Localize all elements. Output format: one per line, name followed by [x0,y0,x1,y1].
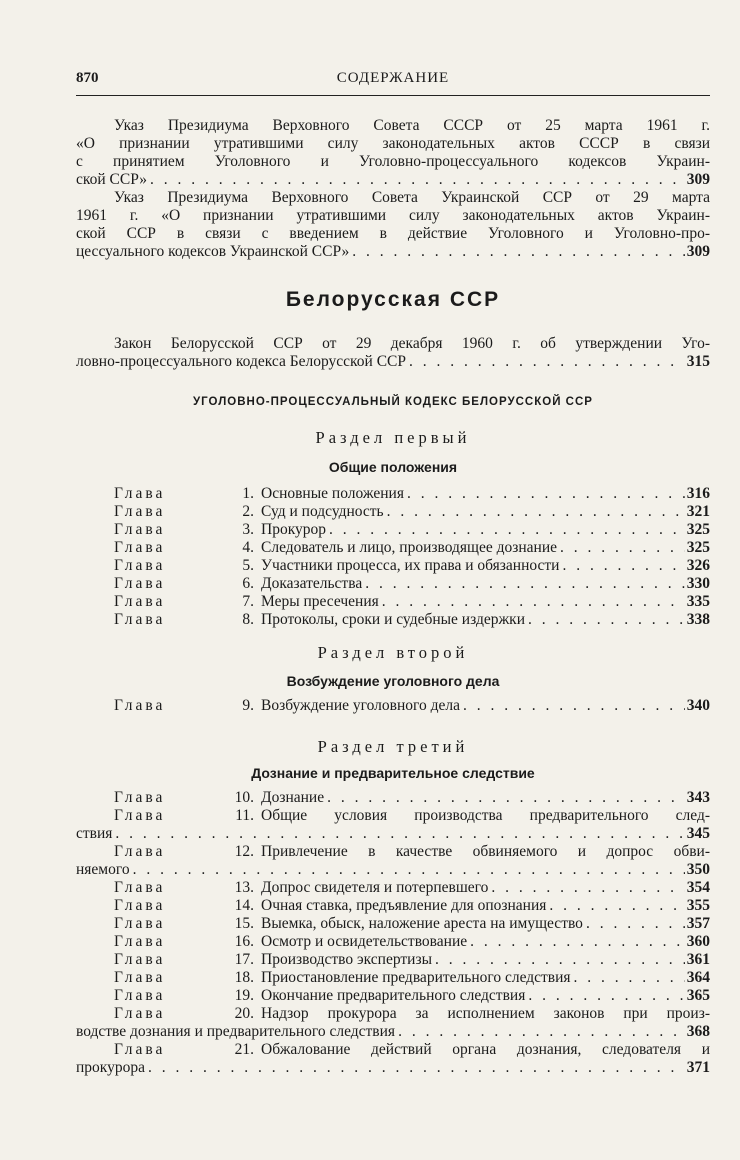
chapter-number: 13. [234,879,254,896]
chapter-title: Производство экспертизы [261,951,433,968]
leader-dots [559,557,684,575]
toc-entry [261,969,710,987]
toc-entry [261,987,710,1005]
chapter-entry [76,1005,710,1023]
toc-page-number: 316 [686,485,710,502]
chapter-entry [76,807,710,825]
toc-page-number: 340 [686,697,710,714]
chapter-label: Глава [114,697,166,714]
chapter-label: Глава [114,879,166,896]
header-rule [76,95,710,96]
chapter-entry [76,897,710,915]
republic-heading: Белорусская ССР [285,288,501,311]
chapter-label: Глава [114,915,166,932]
chapter-label: Глава [114,539,166,556]
ukr-entry-1-line-3: с принятием Уголовного и Уголовно-процессуального кодексов Украин- [76,153,710,170]
chapter-label: Глава [114,807,166,824]
toc-page-number: 354 [686,879,710,896]
toc-entry [261,557,710,575]
toc-entry [261,933,710,951]
chapter-entry [76,575,710,593]
chapter-number: 19. [234,987,254,1004]
ukr-entry-1-line-2: «О признании утратившими силу законодательных актов СССР в связи [76,135,710,152]
chapter-label: Глава [114,485,166,502]
toc-page-number: 371 [686,1059,710,1076]
chapter-number: 9. [242,697,254,714]
toc-entry [261,697,710,715]
chapter-label: Глава [114,575,166,592]
chapter-label: Глава [114,933,166,950]
chapter-number: 21. [234,1041,254,1058]
leader-dots [488,879,684,897]
chapter-number: 15. [234,915,254,932]
chapter-title: Выемка, обыск, наложение ареста на имущество [261,915,583,932]
chapter-entry [76,557,710,575]
toc-page-number: 357 [686,915,710,932]
toc-entry [261,593,710,611]
chapter-title: Окончание предварительного следствия [261,987,526,1004]
chapter-label: Глава [114,789,166,806]
toc-page-number: 326 [686,557,710,574]
toc-page-number: 350 [686,861,710,878]
toc-page-number: 321 [686,503,710,520]
section-1-heading: Раздел первый [315,428,471,447]
chapter-number: 12. [234,843,254,860]
chapter-entry [76,485,710,503]
leader-dots [349,243,685,261]
leader-dots [525,611,685,629]
chapter-label: Глава [114,843,166,860]
toc-page-number: 330 [686,575,710,592]
toc-entry [261,897,710,915]
chapter-number: 4. [242,539,254,556]
toc-page-number: 309 [686,243,710,260]
chapter-number: 10. [234,789,254,806]
chapter-entry [76,933,710,951]
chapter-title: Участники процесса, их права и обязанности [261,557,560,574]
toc-page-number: 368 [686,1023,710,1040]
chapter-entry-continuation [76,1023,710,1041]
law-line-1: Закон Белорусской ССР от 29 декабря 1960 г. об утверждении Уго- [114,335,710,352]
leader-dots [583,915,685,933]
chapter-entry [76,915,710,933]
leader-dots [130,861,685,879]
chapter-entry [76,969,710,987]
toc-page-number: 335 [686,593,710,610]
section-1-subtitle: Общие положения [328,459,458,475]
leader-dots [557,539,685,557]
chapter-title: Допрос свидетеля и потерпевшего [261,879,489,896]
toc-page-number: 343 [686,789,710,806]
toc-entry [261,789,710,807]
toc-entry [261,575,710,593]
chapter-title: Меры пресечения [261,593,379,610]
chapter-entry [76,521,710,539]
toc-entry [261,951,710,969]
chapter-number: 7. [242,593,254,610]
ukr-entry-1-last-line [76,171,710,189]
ukr-entry-2-line-1: Указ Президиума Верховного Совета Украинской ССР от 29 марта [114,189,710,206]
chapter-number: 20. [234,1005,254,1022]
toc-entry [261,539,710,557]
leader-dots [546,897,684,915]
chapter-label: Глава [114,951,166,968]
chapter-label: Глава [114,521,166,538]
chapter-number: 14. [234,897,254,914]
leader-dots [324,789,685,807]
leader-dots [571,969,685,987]
toc-page-number: 345 [686,825,710,842]
leader-dots [326,521,685,539]
chapter-label: Глава [114,611,166,628]
chapter-entry [76,697,710,715]
chapter-title: Доказательства [261,575,363,592]
chapter-entry [76,789,710,807]
ukr-entry-2-last-line [76,243,710,261]
chapter-title: Дознание [261,789,325,806]
toc-entry-text: ловно-процессуального кодекса Белорусской ССР [76,353,406,370]
chapter-title-continuation: водстве дознания и предварительного следствия [76,1023,396,1040]
leader-dots [404,485,685,503]
toc-entry [261,521,710,539]
chapter-number: 6. [242,575,254,592]
toc-entry-text: цессуального кодексов Украинской ССР» [76,243,350,260]
toc-page-number: 325 [686,539,710,556]
chapter-label: Глава [114,1005,166,1022]
leader-dots [460,697,685,715]
toc-page-number: 364 [686,969,710,986]
toc-page-number: 338 [686,611,710,628]
leader-dots [525,987,684,1005]
chapter-label: Глава [114,557,166,574]
leader-dots [362,575,685,593]
section-2-heading: Раздел второй [317,643,469,662]
page-number: 870 [76,70,99,86]
toc-page-number: 365 [686,987,710,1004]
chapter-entry [76,951,710,969]
chapter-title: Следователь и лицо, производящее дознание [261,539,558,556]
chapter-title: Протоколы, сроки и судебные издержки [261,611,525,628]
toc-page-number: 361 [686,951,710,968]
chapter-number: 3. [242,521,254,538]
chapter-title: Основные положения [261,485,404,502]
chapter-entry-continuation [76,861,710,879]
chapter-entry [76,593,710,611]
chapter-entry [76,539,710,557]
chapter-title: Возбуждение уголовного дела [261,697,460,714]
ukr-entry-1-line-1: Указ Президиума Верховного Совета СССР от 25 марта 1961 г. [114,117,710,134]
chapter-title: Суд и подсудность [261,503,384,520]
ukr-entry-2-line-3: ской ССР в связи с введением в действие Уголовного и Уголовно-про- [76,225,710,242]
toc-page-number: 355 [686,897,710,914]
toc-page-number: 315 [686,353,710,370]
leader-dots [112,825,684,843]
chapter-title: Приостановление предварительного следствия [261,969,571,986]
toc-entry [261,879,710,897]
chapter-label: Глава [114,897,166,914]
chapter-entry [76,987,710,1005]
leader-dots [145,1059,685,1077]
chapter-number: 1. [242,485,254,502]
chapter-title: Надзор прокурора за исполнением законов при произ- [261,1005,710,1022]
chapter-number: 17. [234,951,254,968]
leader-dots [395,1023,685,1041]
chapter-entry [76,503,710,521]
chapter-number: 5. [242,557,254,574]
leader-dots [467,933,685,951]
section-3-heading: Раздел третий [317,737,469,756]
toc-entry [261,915,710,933]
chapter-number: 11. [235,807,254,824]
leader-dots [384,503,685,521]
leader-dots [432,951,685,969]
chapter-entry [76,879,710,897]
toc-entry [261,503,710,521]
chapter-label: Глава [114,969,166,986]
toc-page-number: 309 [686,171,710,188]
ukr-entry-2-line-2: 1961 г. «О признании утратившими силу законодательных актов Украин- [76,207,710,224]
chapter-title-continuation: няемого [76,861,130,878]
chapter-title: Общие условия производства предварительного след- [261,807,710,824]
chapter-entry [76,1041,710,1059]
chapter-label: Глава [114,503,166,520]
running-title: СОДЕРЖАНИЕ [336,70,450,86]
leader-dots [147,171,685,189]
chapter-entry-continuation [76,1059,710,1077]
toc-entry [261,611,710,629]
running-head [76,70,710,94]
chapter-label: Глава [114,987,166,1004]
leader-dots [406,353,685,371]
chapter-title: Очная ставка, предъявление для опознания [261,897,547,914]
toc-page-number: 360 [686,933,710,950]
chapter-label: Глава [114,593,166,610]
code-title: УГОЛОВНО-ПРОЦЕССУАЛЬНЫЙ КОДЕКС БЕЛОРУССКОЙ ССР [193,396,593,408]
section-2-subtitle: Возбуждение уголовного дела [286,673,500,689]
chapter-number: 18. [234,969,254,986]
law-last-line [76,353,710,371]
section-3-subtitle: Дознание и предварительное следствие [251,765,535,781]
chapter-title: Обжалование действий органа дознания, следователя и [261,1041,710,1058]
chapter-entry [76,611,710,629]
toc-page-number: 325 [686,521,710,538]
chapter-title-continuation: прокурора [76,1059,145,1076]
chapter-title: Осмотр и освидетельствование [261,933,468,950]
chapter-label: Глава [114,1041,166,1058]
toc-entry-text: ской ССР» [76,171,147,188]
chapter-title: Привлечение в качестве обвиняемого и допрос обви- [261,843,710,860]
leader-dots [379,593,685,611]
chapter-number: 8. [242,611,254,628]
chapter-title-continuation: ствия [76,825,113,842]
chapter-entry-continuation [76,825,710,843]
chapter-entry [76,843,710,861]
chapter-title: Прокурор [261,521,327,538]
chapter-number: 16. [234,933,254,950]
chapter-number: 2. [242,503,254,520]
toc-entry [261,485,710,503]
